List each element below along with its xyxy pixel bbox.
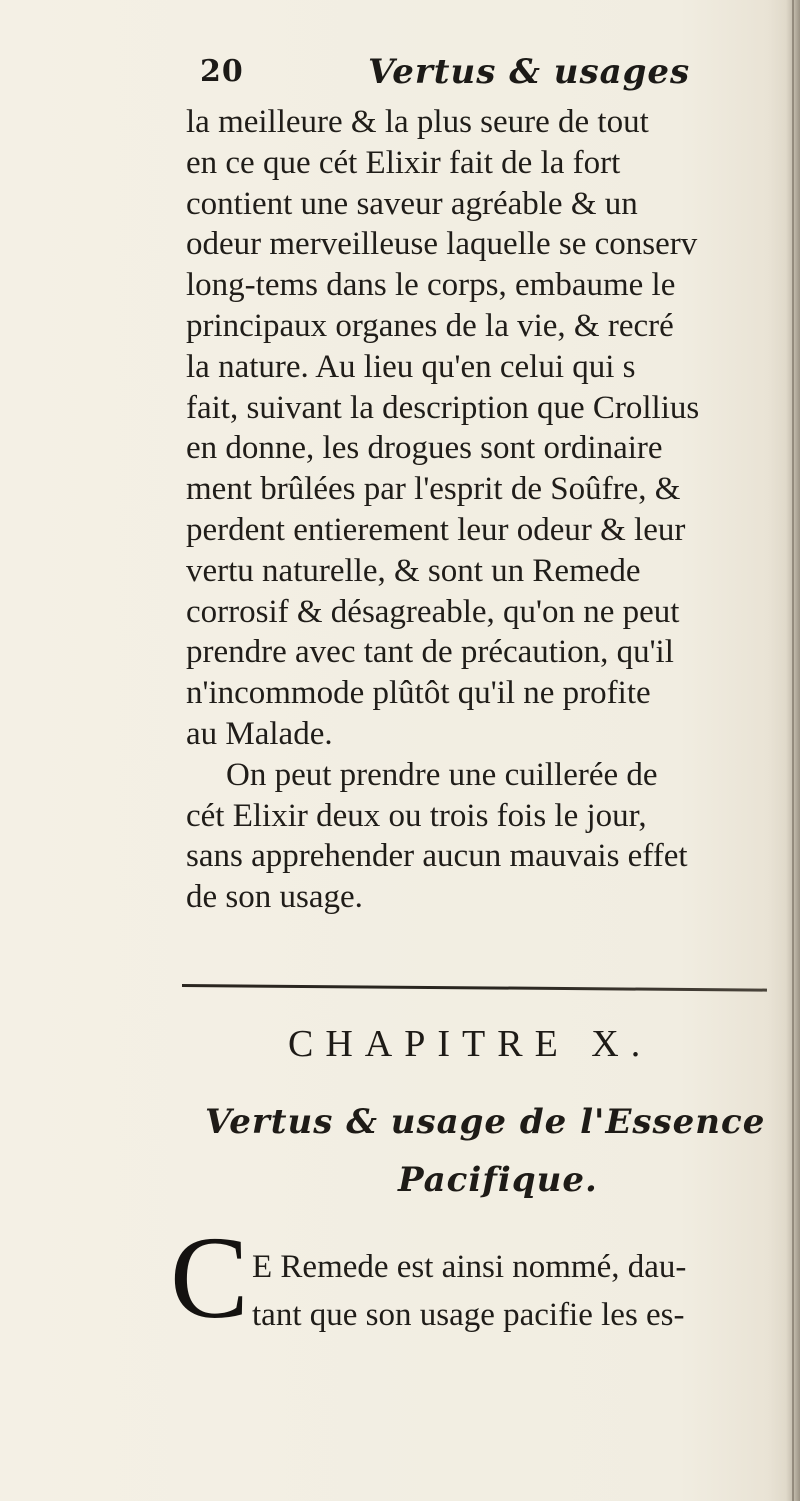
text-line: long-tems dans le corps, embaume le xyxy=(186,267,676,304)
text-line: tant que son usage pacifie les es- xyxy=(252,1297,685,1333)
text-line: de son usage. xyxy=(186,879,363,916)
text-line: prendre avec tant de précaution, qu'il xyxy=(186,634,674,671)
drop-cap: C xyxy=(170,1212,249,1343)
text-line: On peut prendre une cuillerée de xyxy=(226,756,658,793)
text-line: en donne, les drogues sont ordinaire xyxy=(186,430,663,467)
text-line: odeur merveilleuse laquelle se conserv xyxy=(186,226,698,263)
chapter-subtitle: Vertus & usage de l'Essence xyxy=(205,1102,766,1142)
text-line: fait, suivant la description que Crollius xyxy=(186,389,700,426)
text-line: la nature. Au lieu qu'en celui qui s xyxy=(186,348,636,385)
text-line: au Malade. xyxy=(186,715,333,752)
text-line: vertu naturelle, & sont un Remede xyxy=(186,552,641,589)
text-line: principaux organes de la vie, & recré xyxy=(186,307,674,344)
text-line: corrosif & désagreable, qu'on ne peut xyxy=(186,593,680,630)
section-divider xyxy=(182,984,767,992)
text-line: cét Elixir deux ou trois fois le jour, xyxy=(186,797,647,834)
chapter-heading: CHAPITRE X. xyxy=(288,1023,653,1065)
text-line: contient une saveur agréable & un xyxy=(186,185,638,222)
text-line: perdent entierement leur odeur & leur xyxy=(186,511,686,548)
final-paragraph xyxy=(252,1243,792,1339)
page-header xyxy=(200,52,760,102)
page-number: 20 xyxy=(200,54,244,89)
text-line: en ce que cét Elixir fait de la fort xyxy=(186,144,621,181)
text-line: E Remede est ainsi nommé, dau- xyxy=(252,1249,687,1285)
text-line: la meilleure & la plus seure de tout xyxy=(186,104,649,140)
text-line: sans apprehender aucun mauvais effet xyxy=(186,838,688,875)
body-text xyxy=(186,102,786,918)
running-title: Vertus & usages xyxy=(368,52,691,92)
text-line: ment brûlées par l'esprit de Soûfre, & xyxy=(186,471,681,508)
page-edge-line xyxy=(792,0,794,1501)
text-line: n'incommode plûtôt qu'il ne profite xyxy=(186,675,651,712)
chapter-subtitle-continued: Pacifique. xyxy=(398,1160,598,1200)
